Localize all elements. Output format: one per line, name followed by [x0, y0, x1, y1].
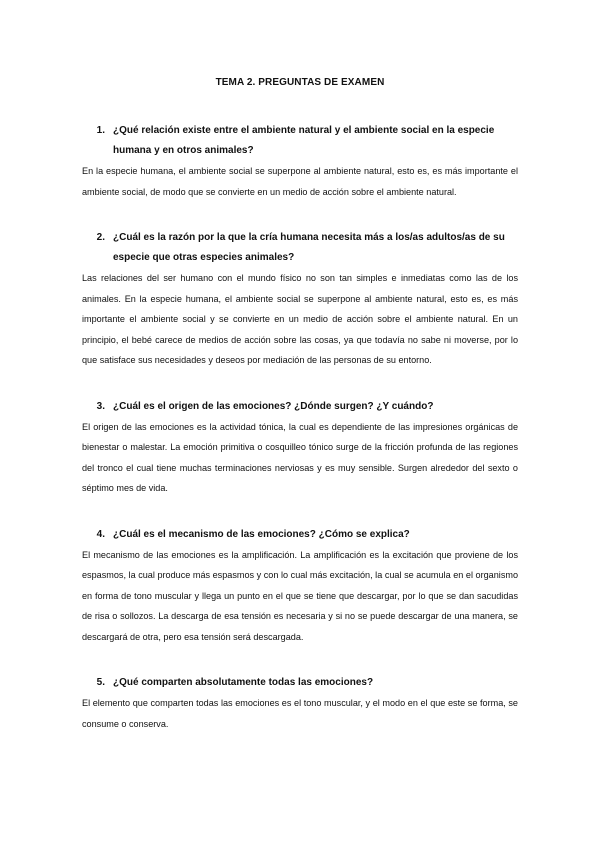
question-text: ¿Cuál es la razón por la que la cría humana necesita más a los/as adultos/as de su especie que otras especies animales?	[113, 232, 505, 263]
question-number: 5.	[96, 677, 105, 688]
question-text: ¿Qué comparten absolutamente todas las emociones?	[113, 677, 374, 688]
answer-paragraph: El elemento que comparten todas las emociones es el tono muscular, y el modo en el que este se forma, se consume o conserva.	[82, 698, 518, 729]
answer-paragraph: En la especie humana, el ambiente social se superpone al ambiente natural, esto es, es más importante el ambiente social, de modo que se convierte en un medio de acción sobre el ambiente natural.	[82, 166, 518, 197]
question-heading	[82, 228, 518, 268]
question-text: ¿Cuál es el mecanismo de las emociones? ¿Cómo se explica?	[113, 528, 410, 540]
question-number: 2.	[96, 232, 105, 243]
answer-paragraph: El mecanismo de las emociones es la amplificación. La amplificación es la excitación que proviene de los espasmos, la cual produce más espasmos y con lo cual más excitación, la cual se acumula en el organismo en forma de tono muscular y llega un punto en el que se tiene que descargar, por lo que se dan sacudidas de risa o sollozos. La descarga de esa tensión es necesaria y si no se puede descargar de una manera, se descargará de otra, pero esa tensión será descargada.	[82, 549, 518, 642]
question-heading	[82, 121, 518, 161]
question-text: ¿Cuál es el origen de las emociones? ¿Dónde surgen? ¿Y cuándo?	[113, 400, 434, 412]
question-text: ¿Qué relación existe entre el ambiente natural y el ambiente social en la especie humana y en otros animales?	[113, 125, 495, 156]
question-number: 1.	[96, 125, 105, 136]
answer-paragraph: Las relaciones del ser humano con el mundo físico no son tan simples e inmediatas como las de los animales. En la especie humana, el ambiente social se superpone al ambiente natural, esto es, es más importante el ambiente social y se convierte en un medio de acción sobre el ambiente natural. En un principio, el bebé carece de medios de acción sobre las cosas, ya que todavía no sabe ni moverse, por lo que satisface sus necesidades y deseos por mediación de las personas de su entorno.	[82, 273, 518, 365]
answer-paragraph: El origen de las emociones es la actividad tónica, la cual es dependiente de las impresiones orgánicas de bienestar o malestar. La emoción primitiva o cosquilleo tónico surge de la fricción profunda de las regiones del tronco el cual tiene muchas terminaciones nerviosas y es muy sensible. Surgen alrededor del sexto o séptimo mes de vida.	[82, 421, 518, 493]
question-heading	[82, 525, 518, 545]
question-heading	[82, 673, 518, 693]
question-number: 3.	[96, 400, 105, 412]
document-title: TEMA 2. PREGUNTAS DE EXAMEN	[215, 77, 385, 88]
question-number: 4.	[96, 528, 105, 540]
question-heading	[82, 397, 518, 417]
